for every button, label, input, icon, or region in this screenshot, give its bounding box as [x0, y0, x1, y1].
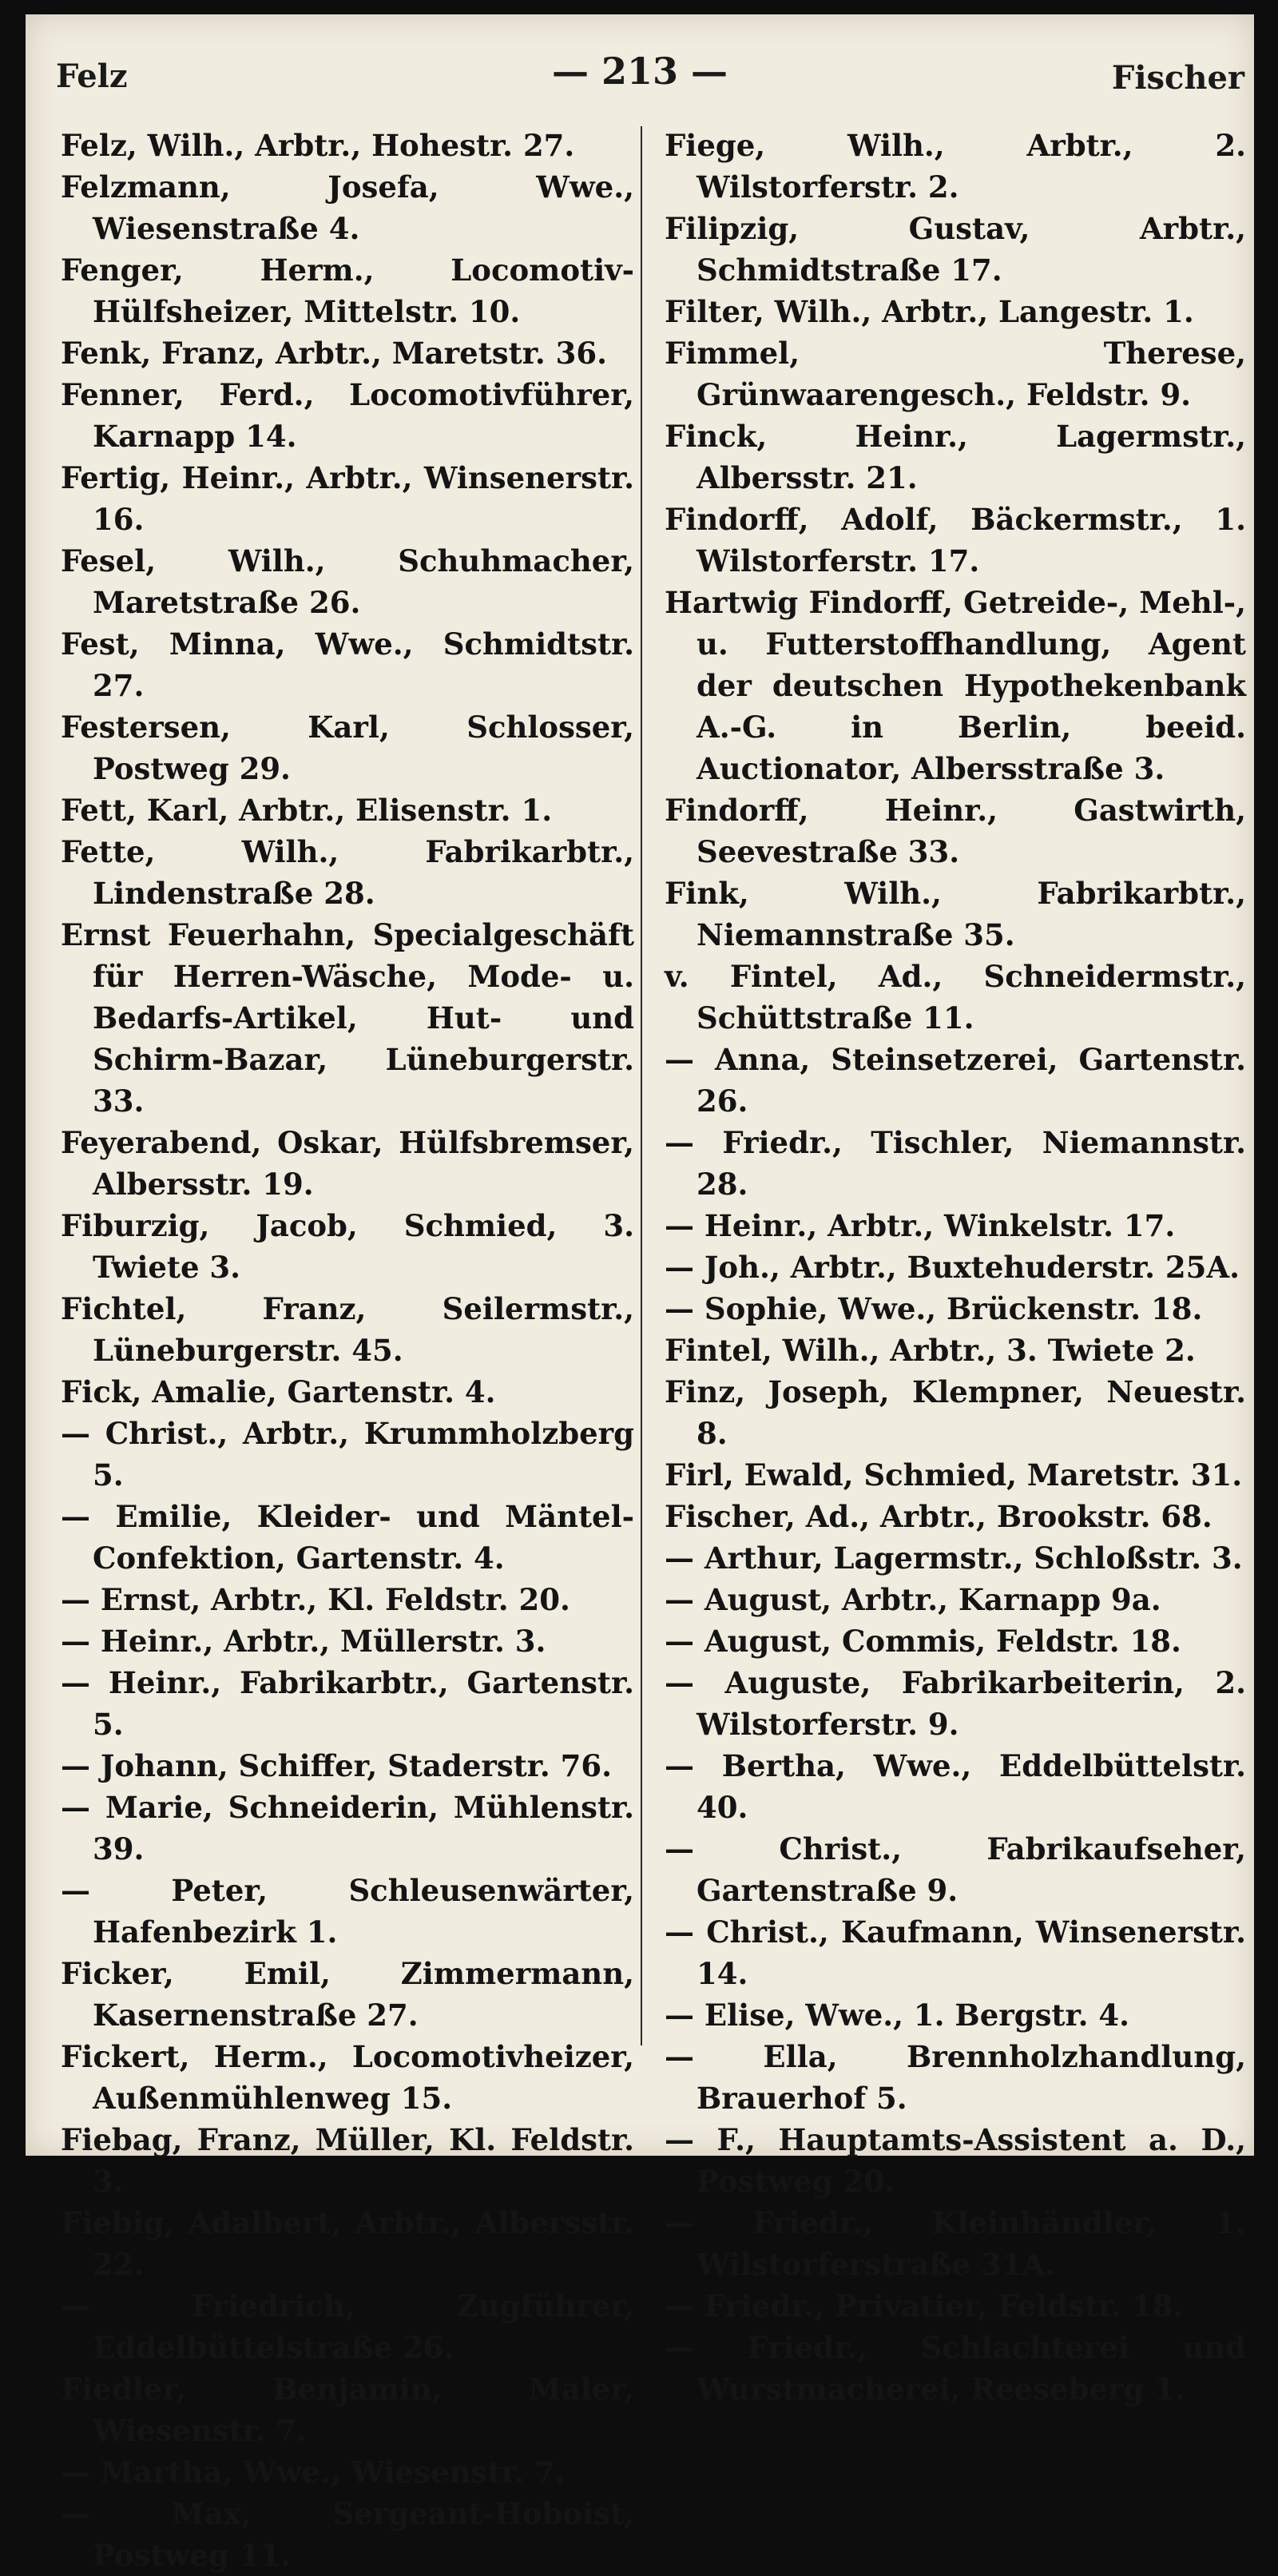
- page-header: [26, 50, 1254, 97]
- directory-entry: Fiedler, Benjamin, Maler, Wiesenstr. 7.: [61, 2371, 634, 2448]
- directory-entry: — Friedr., Tischler, Niemannstr. 28.: [665, 1125, 1246, 1202]
- directory-entry: Hartwig Findorff, Getreide-, Mehl-, u. Futterstoffhandlung, Agent der deutschen Hypothekenbank A.-G. in Berlin, beeid. Auctionator, Albersstraße 3.: [665, 585, 1246, 786]
- directory-entry: — August, Commis, Feldstr. 18.: [665, 1624, 1181, 1659]
- directory-entry: Feyerabend, Oskar, Hülfsbremser, Albersstr. 19.: [61, 1125, 634, 1202]
- directory-entry: Firl, Ewald, Schmied, Maretstr. 31.: [665, 1457, 1243, 1493]
- directory-entry: Fintel, Wilh., Arbtr., 3. Twiete 2.: [665, 1333, 1196, 1368]
- directory-entry: — Emilie, Kleider- und Mäntel-Confektion, Gartenstr. 4.: [61, 1499, 634, 1576]
- directory-entry: Findorff, Adolf, Bäckermstr., 1. Wilstorferstr. 17.: [665, 502, 1246, 578]
- directory-entry: — Auguste, Fabrikarbeiterin, 2. Wilstorferstr. 9.: [665, 1665, 1246, 1742]
- directory-entry: Filipzig, Gustav, Arbtr., Schmidtstraße 17.: [665, 211, 1246, 288]
- directory-entry: — Heinr., Fabrikarbtr., Gartenstr. 5.: [61, 1665, 634, 1742]
- directory-entry: Fickert, Herm., Locomotivheizer, Außenmühlenweg 15.: [61, 2039, 634, 2116]
- directory-entry: Fiege, Wilh., Arbtr., 2. Wilstorferstr. 2.: [665, 128, 1246, 205]
- directory-entry: Filter, Wilh., Arbtr., Langestr. 1.: [665, 294, 1194, 329]
- directory-entry: — Bertha, Wwe., Eddelbüttelstr. 40.: [665, 1748, 1246, 1825]
- directory-page: [26, 14, 1254, 2573]
- header-left-catchword: Felz: [56, 58, 128, 95]
- directory-entry: — Elise, Wwe., 1. Bergstr. 4.: [665, 1998, 1130, 2033]
- directory-entry: Fertig, Heinr., Arbtr., Winsenerstr. 16.: [61, 460, 634, 537]
- directory-entry: v. Fintel, Ad., Schneidermstr., Schüttstraße 11.: [665, 959, 1246, 1036]
- directory-entry: — Marie, Schneiderin, Mühlenstr. 39.: [61, 1790, 634, 1866]
- directory-entry: Felz, Wilh., Arbtr., Hohestr. 27.: [61, 128, 575, 163]
- directory-entry: — Arthur, Lagermstr., Schloßstr. 3.: [665, 1540, 1243, 1576]
- directory-entry: Fiebag, Franz, Müller, Kl. Feldstr. 3.: [61, 2122, 634, 2199]
- directory-entry: Fest, Minna, Wwe., Schmidtstr. 27.: [61, 626, 634, 703]
- directory-entry: Fiebig, Adalbert, Arbtr., Albersstr. 22.: [61, 2205, 634, 2282]
- directory-entry: — Friedr., Kleinhändler, 1. Wilstorferstraße 31A.: [665, 2205, 1246, 2282]
- directory-entry: Finck, Heinr., Lagermstr., Albersstr. 21.: [665, 419, 1246, 495]
- directory-entry: — Sophie, Wwe., Brückenstr. 18.: [665, 1291, 1203, 1326]
- directory-entry: — Ella, Brennholzhandlung, Brauerhof 5.: [665, 2039, 1246, 2116]
- directory-entry: Fink, Wilh., Fabrikarbtr., Niemannstraße 35.: [665, 876, 1246, 952]
- directory-entry: Fenger, Herm., Locomotiv-Hülfsheizer, Mittelstr. 10.: [61, 252, 634, 329]
- directory-entry: Felzmann, Josefa, Wwe., Wiesenstraße 4.: [61, 169, 634, 246]
- directory-entry: — F., Hauptamts-Assistent a. D., Postweg 20.: [665, 2122, 1246, 2199]
- directory-entry: Fenner, Ferd., Locomotivführer, Karnapp 14.: [61, 377, 634, 454]
- directory-entry: Ficker, Emil, Zimmermann, Kasernenstraße 27.: [61, 1956, 634, 2033]
- directory-entry: — Martha, Wwe., Wiesenstr. 7.: [61, 2455, 566, 2490]
- directory-entry: — Friedr., Privatier, Feldstr. 18.: [665, 2288, 1184, 2324]
- directory-entry: Festersen, Karl, Schlosser, Postweg 29.: [61, 710, 634, 786]
- directory-entry: — Ernst, Arbtr., Kl. Feldstr. 20.: [61, 1582, 570, 1617]
- header-right-catchword: Fischer: [1111, 59, 1244, 97]
- directory-entry: Fichtel, Franz, Seilermstr., Lüneburgerstr. 45.: [61, 1291, 634, 1368]
- directory-entry: — Christ., Arbtr., Krummholzberg 5.: [61, 1416, 634, 1493]
- directory-entry: Ernst Feuerhahn, Specialgeschäft für Herren-Wäsche, Mode- u. Bedarfs-Artikel, Hut- und Schirm-Bazar, Lüneburgerstr. 33.: [61, 917, 634, 1119]
- directory-entry: Fiburzig, Jacob, Schmied, 3. Twiete 3.: [61, 1208, 634, 1285]
- left-column: [61, 125, 634, 2576]
- directory-entry: Fischer, Ad., Arbtr., Brookstr. 68.: [665, 1499, 1213, 1534]
- directory-entry: Fesel, Wilh., Schuhmacher, Maretstraße 26.: [61, 543, 634, 620]
- directory-entry: — Friedr., Schlachterei und Wurstmacherei, Reeseberg 1.: [665, 2330, 1246, 2407]
- directory-entry: Fett, Karl, Arbtr., Elisenstr. 1.: [61, 793, 553, 828]
- directory-entry: — Joh., Arbtr., Buxtehuderstr. 25A.: [665, 1250, 1240, 1285]
- directory-entry: Fimmel, Therese, Grünwaarengesch., Feldstr. 9.: [665, 336, 1246, 412]
- directory-entry: — Christ., Fabrikaufseher, Gartenstraße 9.: [665, 1831, 1246, 1908]
- directory-entry: — Heinr., Arbtr., Müllerstr. 3.: [61, 1624, 546, 1659]
- directory-entry: — Johann, Schiffer, Staderstr. 76.: [61, 1748, 613, 1783]
- directory-entry: Fette, Wilh., Fabrikarbtr., Lindenstraße 28.: [61, 834, 634, 911]
- directory-entry: Findorff, Heinr., Gastwirth, Seevestraße 33.: [665, 793, 1246, 869]
- directory-entry: — Peter, Schleusenwärter, Hafenbezirk 1.: [61, 1873, 634, 1950]
- column-divider: [641, 126, 642, 2045]
- directory-entry: — Christ., Kaufmann, Winsenerstr. 14.: [665, 1914, 1246, 1991]
- directory-entry: Fick, Amalie, Gartenstr. 4.: [61, 1374, 496, 1409]
- directory-entry: — Anna, Steinsetzerei, Gartenstr. 26.: [665, 1042, 1246, 1119]
- right-column: [665, 125, 1246, 2410]
- directory-entry: — August, Arbtr., Karnapp 9a.: [665, 1582, 1161, 1617]
- directory-entry: — Max, Sergeant-Hoboist, Postweg 11.: [61, 2496, 634, 2573]
- directory-entry: Fenk, Franz, Arbtr., Maretstr. 36.: [61, 336, 607, 371]
- directory-entry: Finz, Joseph, Klempner, Neuestr. 8.: [665, 1374, 1246, 1451]
- directory-entry: — Heinr., Arbtr., Winkelstr. 17.: [665, 1208, 1176, 1243]
- directory-entry: — Friedrich, Zugführer, Eddelbüttelstraße 26.: [61, 2288, 634, 2365]
- page-number: — 213 —: [551, 50, 728, 93]
